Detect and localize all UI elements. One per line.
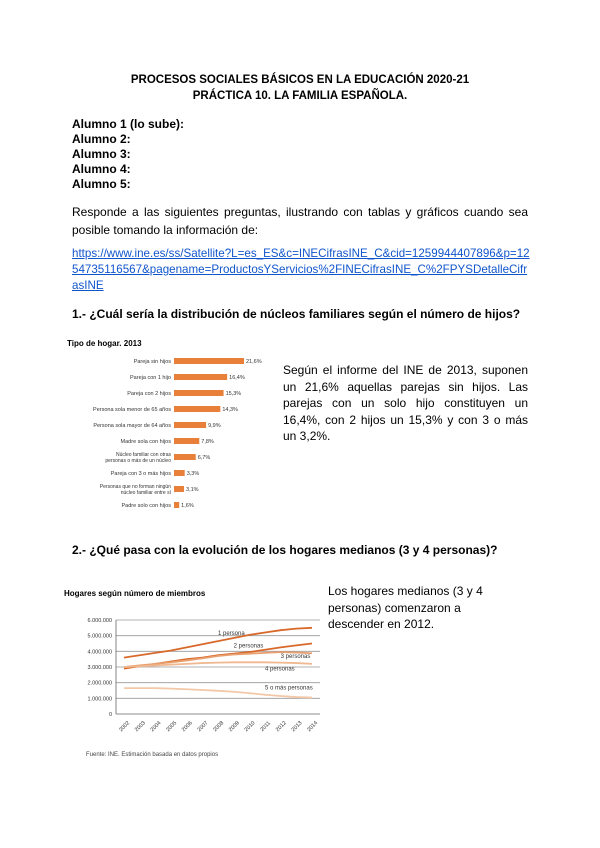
student-2: Alumno 2: <box>72 132 131 146</box>
bar-category-label: Padre solo con hijos <box>121 503 171 509</box>
x-tick-label: 2006 <box>180 720 194 734</box>
y-tick-label: 1.000.000 <box>87 696 112 703</box>
bar-value-label: 3,1% <box>186 487 199 493</box>
bar-value-label: 14,3% <box>222 407 238 413</box>
household-type-bar-chart <box>62 330 282 515</box>
y-tick-label: 0 <box>108 712 112 718</box>
bar-value-label: 16,4% <box>229 375 245 381</box>
student-3: Alumno 3: <box>72 147 131 161</box>
doc-title: PROCESOS SOCIALES BÁSICOS EN LA EDUCACIÓN 2020-21 <box>130 74 470 86</box>
bar-category-label: núcleo familiar entre sí <box>120 490 171 496</box>
y-tick-label: 4.000.000 <box>87 649 112 656</box>
x-tick-label: 2004 <box>149 720 163 734</box>
bar <box>174 438 199 444</box>
bar-category-label: Personas que no forman ningún <box>99 484 171 490</box>
x-tick-label: 2005 <box>165 720 179 734</box>
bar-value-label: 3,3% <box>186 471 200 477</box>
y-tick-label: 6.000.000 <box>87 618 112 624</box>
households-by-members-line-chart <box>62 580 322 760</box>
question-2: 2.- ¿Qué pasa con la evolución de los hogares medianos (3 y 4 personas)? <box>72 543 498 557</box>
bar <box>174 406 220 412</box>
x-tick-label: 2002 <box>118 720 132 734</box>
bar-category-label: Persona sola mayor de 64 años <box>93 423 171 429</box>
bar-value-label: 15,3% <box>225 391 242 397</box>
student-4: Alumno 4: <box>72 162 131 176</box>
series-label: 2 personas <box>233 643 264 650</box>
bar <box>174 390 224 396</box>
instructions: Responde a las siguientes preguntas, ilustrando con tablas y gráficos cuando sea posible tomando la información de: <box>72 205 528 237</box>
bar <box>174 486 184 492</box>
x-tick-label: 2012 <box>274 720 288 734</box>
bar <box>174 454 196 460</box>
doc-subtitle: PRÁCTICA 10. LA FAMILIA ESPAÑOLA. <box>192 90 408 102</box>
x-tick-label: 2011 <box>259 720 273 734</box>
bar-value-label: 21,6% <box>246 359 262 365</box>
bar-value-label: 9,9% <box>208 423 221 429</box>
bar-category-label: Madre sola con hijos <box>120 439 171 445</box>
bar-value-label: 6,7% <box>197 455 211 461</box>
series-label: 1 persona <box>218 631 245 638</box>
bar-category-label: Pareja con 1 hijo <box>130 375 171 381</box>
bar <box>174 502 179 508</box>
chart-title: Tipo de hogar. 2013 <box>67 339 142 348</box>
chart-title: Hogares según número de miembros <box>64 589 206 598</box>
x-tick-label: 2008 <box>212 720 226 734</box>
y-tick-label: 5.000.000 <box>87 633 112 640</box>
series-label: 5 o más personas <box>265 685 313 692</box>
x-tick-label: 2007 <box>196 720 210 734</box>
answer-1: Según el informe del INE de 2013, suponen un 21,6% aquellas parejas sin hijos. Las parejas con un solo hijo constituyen un 16,4%, con 2 hijos un 15,3% y con 3 o más un 3,2%. <box>283 363 528 443</box>
x-tick-label: 2009 <box>227 720 241 734</box>
bar-category-label: Persona sola menor de 65 años <box>93 407 171 413</box>
bar-category-label: Pareja con 2 hijos <box>127 391 171 397</box>
x-tick-label: 2003 <box>133 720 147 734</box>
ine-link[interactable]: https://www.ine.es/ss/Satellite?L=es_ES&c=INECifrasINE_C&cid=1259944407896&p=1254735116567&pagename=ProductosYServicios%2FINECifrasINE_C%2FPYSDetalleCifrasINE <box>72 247 530 292</box>
bar-category-label: Pareja con 3 o más hijos <box>110 471 171 477</box>
chart-source: Fuente: INE. Estimación basada en datos propios <box>86 752 219 758</box>
student-5: Alumno 5: <box>72 177 131 191</box>
bar-value-label: 1,6% <box>181 503 194 509</box>
question-1: 1.- ¿Cuál sería la distribución de núcleos familiares según el número de hijos? <box>72 307 521 321</box>
y-tick-label: 3.000.000 <box>87 665 112 671</box>
bar-value-label: 7,8% <box>201 439 214 445</box>
series-label: 4 personas <box>265 666 295 673</box>
student-1: Alumno 1 (lo sube): <box>72 117 184 131</box>
x-tick-label: 2010 <box>243 720 257 734</box>
x-tick-label: 2014 <box>306 720 320 734</box>
bar <box>174 422 206 428</box>
bar-category-label: personas o más de un núcleo <box>105 458 171 464</box>
bar <box>174 470 185 476</box>
answer-2: Los hogares medianos (3 y 4 personas) comenzaron a descender en 2012. <box>328 584 483 631</box>
y-tick-label: 2.000.000 <box>87 680 112 687</box>
bar-category-label: Núcleo familiar con otras <box>115 452 171 458</box>
bar <box>174 358 244 364</box>
x-tick-label: 2013 <box>290 720 304 734</box>
bar <box>174 374 227 380</box>
bar-category-label: Pareja sin hijos <box>133 359 171 365</box>
series-label: 3 personas <box>280 654 311 661</box>
